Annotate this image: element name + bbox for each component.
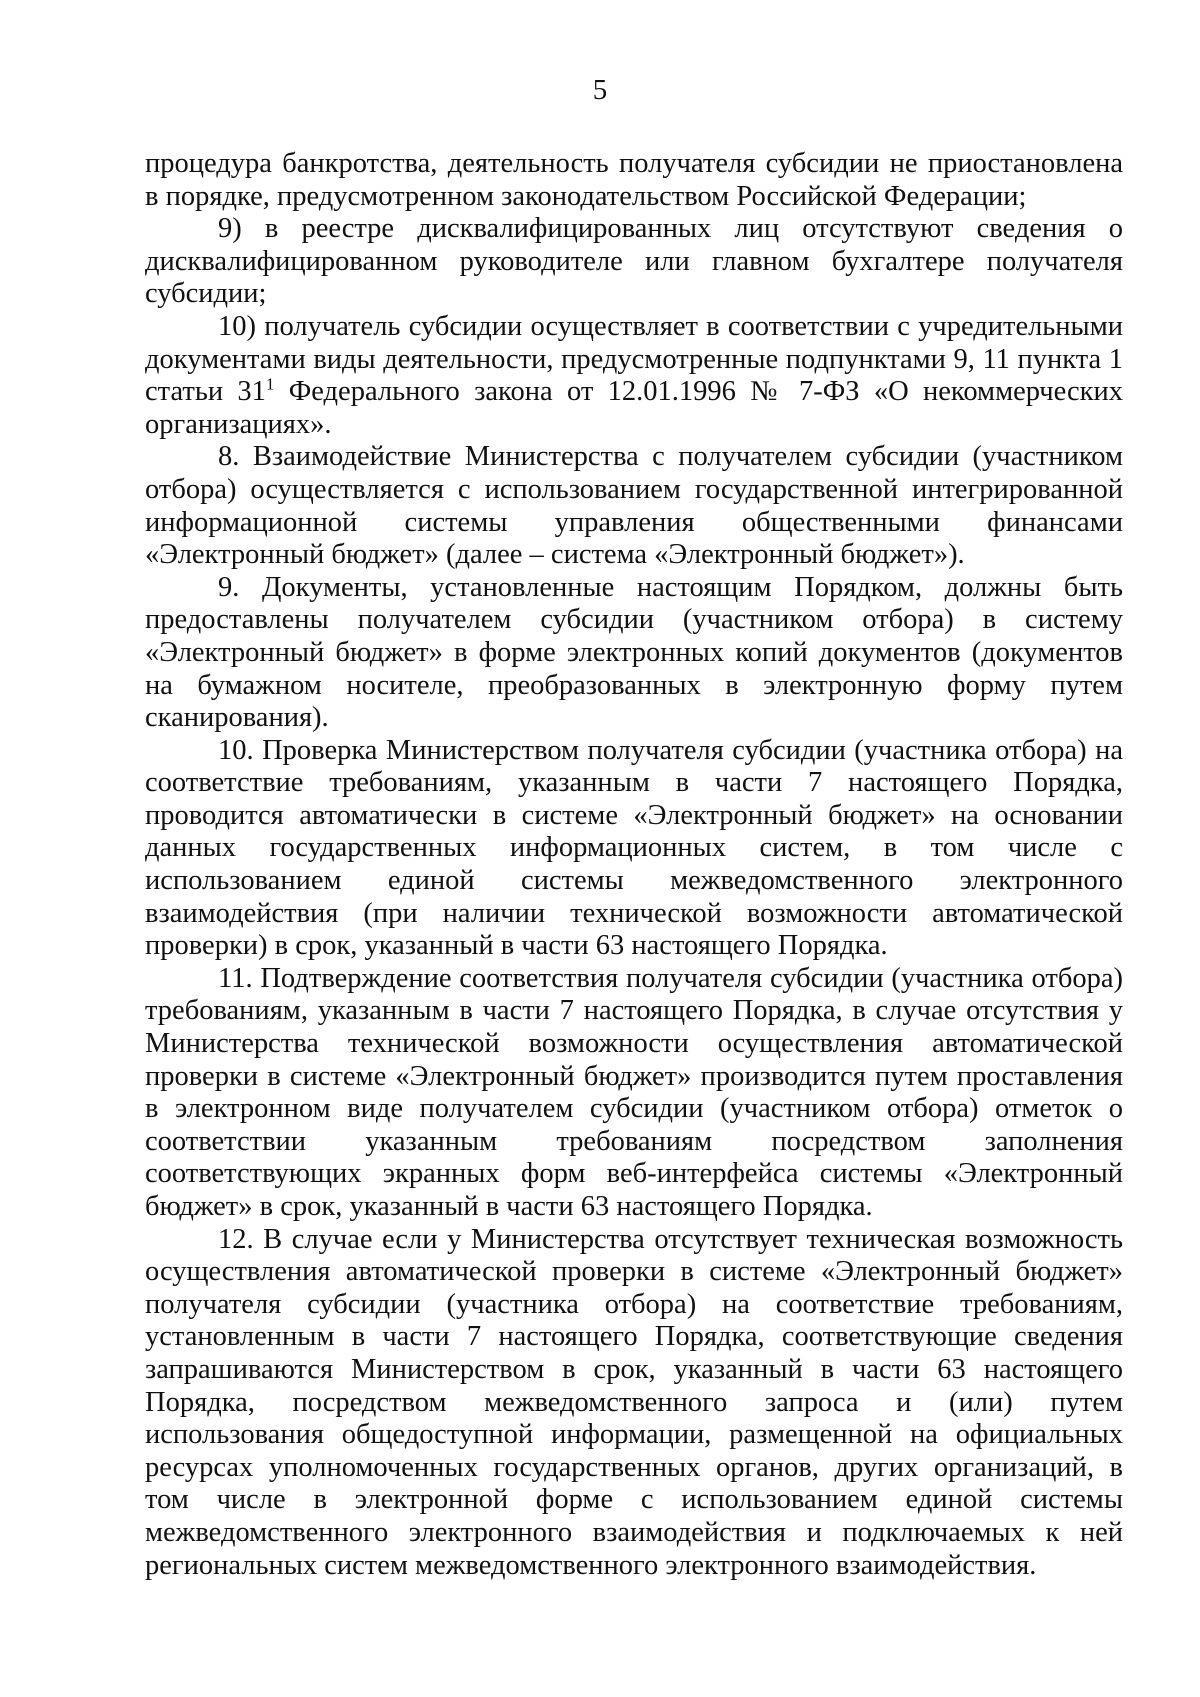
paragraph-continuation: процедура банкротства, деятельность получателя субсидии не приостановлена в порядке, предусмотренном законодательством Российской Федерации; bbox=[145, 148, 1123, 212]
paragraph-item-10-text-after: Федерального закона от 12.01.1996 № 7-ФЗ «О некоммерческих организациях». bbox=[145, 376, 1123, 440]
paragraph-section-9: 9. Документы, установленные настоящим Порядком, должны быть предоставлены получателем субсидии (участником отбора) в систему «Электронный бюджет» в форме электронных копий документов (документов на бумажном носителе, преобразованных в электронную форму путем сканирования). bbox=[145, 571, 1123, 734]
paragraph-section-11: 11. Подтверждение соответствия получателя субсидии (участника отбора) требованиям, указанным в части 7 настоящего Порядка, в случае отсутствия у Министерства технической возможности осуществления автоматической проверки в системе «Электронный бюджет» производится путем проставления в электронном виде получателем субсидии (участником отбора) отметок о соответствии указанным требованиям посредством заполнения соответствующих экранных форм веб-интерфейса системы «Электронный бюджет» в срок, указанный в части 63 настоящего Порядка. bbox=[145, 962, 1123, 1222]
paragraph-item-10 bbox=[145, 311, 1123, 441]
superscript-mark: 1 bbox=[265, 374, 275, 394]
paragraph-item-10-text-before: 10) получатель субсидии осуществляет в соответствии с учредительными документами виды деятельности, предусмотренные подпунктами 9, 11 пункта 1 статьи 31 bbox=[145, 310, 1123, 408]
page-number: 5 bbox=[592, 74, 608, 106]
paragraph-section-12: 12. В случае если у Министерства отсутствует техническая возможность осуществления автоматической проверки в системе «Электронный бюджет» получателя субсидии (участника отбора) на соответствие требованиям, установленным в части 7 настоящего Порядка, соответствующие сведения запрашиваются Министерством в срок, указанный в части 63 настоящего Порядка, посредством межведомственного запроса и (или) путем использования общедоступной информации, размещенной на официальных ресурсах уполномоченных государственных органов, других организаций, в том числе в электронной форме с использованием единой системы межведомственного электронного взаимодействия и подключаемых к ней региональных систем межведомственного электронного взаимодействия. bbox=[145, 1223, 1123, 1581]
paragraph-section-8: 8. Взаимодействие Министерства с получателем субсидии (участником отбора) осуществляется с использованием государственной интегрированной информационной системы управления общественными финансами «Электронный бюджет» (далее – система «Электронный бюджет»). bbox=[145, 441, 1123, 571]
paragraph-section-10: 10. Проверка Министерством получателя субсидии (участника отбора) на соответствие требованиям, указанным в части 7 настоящего Порядка, проводится автоматически в системе «Электронный бюджет» на основании данных государственных информационных систем, в том числе с использованием единой системы межведомственного электронного взаимодействия (при наличии технической возможности автоматической проверки) в срок, указанный в части 63 настоящего Порядка. bbox=[145, 734, 1123, 962]
paragraph-item-9: 9) в реестре дисквалифицированных лиц отсутствуют сведения о дисквалифицированном руководителе или главном бухгалтере получателя субсидии; bbox=[145, 213, 1123, 310]
document-body bbox=[145, 148, 1123, 1582]
